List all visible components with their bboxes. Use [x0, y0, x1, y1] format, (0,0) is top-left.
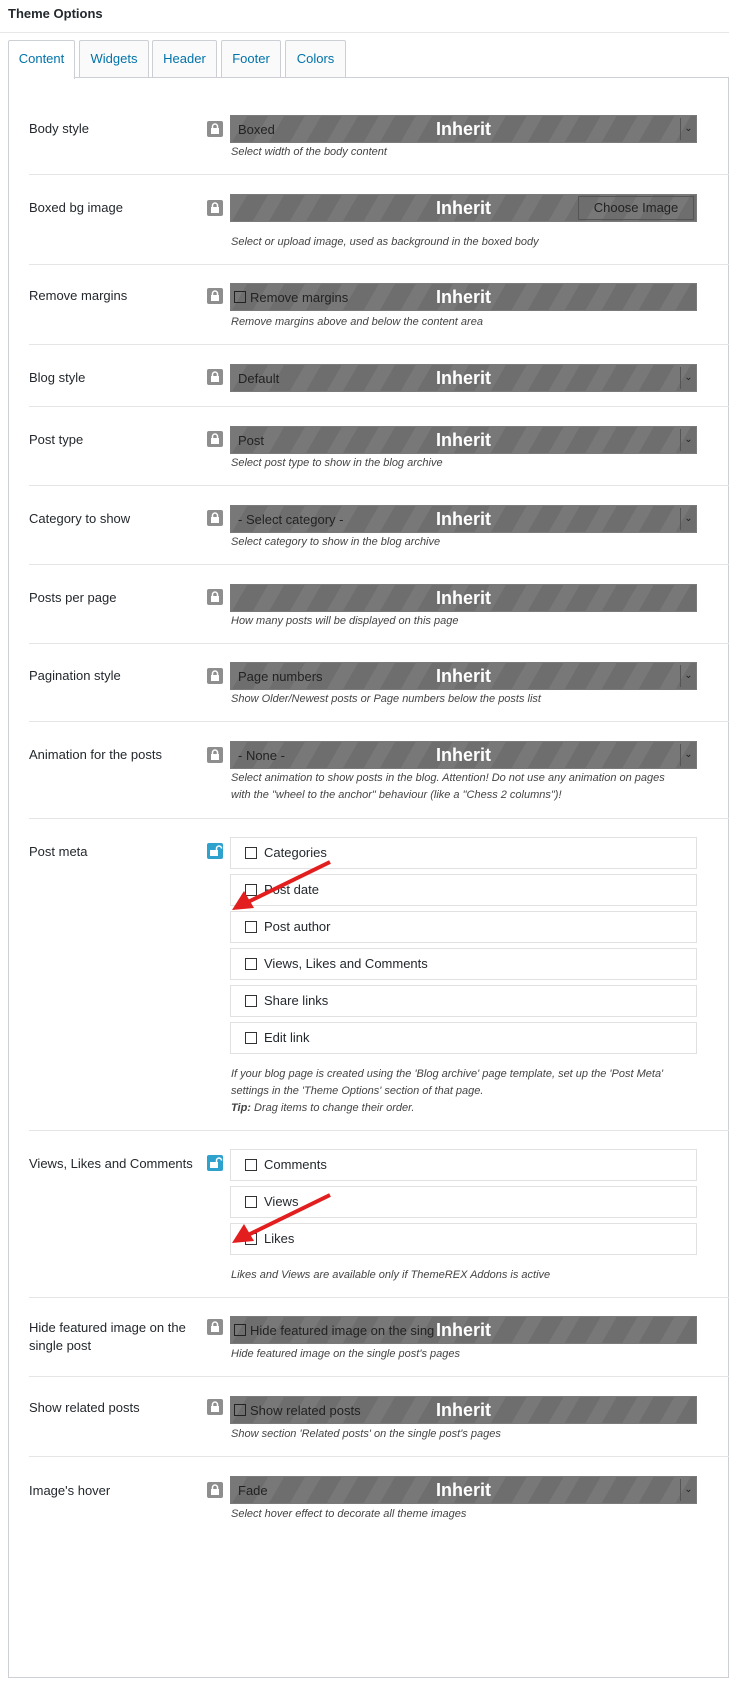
animation-select[interactable] [230, 741, 697, 769]
checkbox[interactable] [245, 1159, 257, 1171]
row-divider [29, 1376, 729, 1377]
animation-desc-line2: with the "wheel to the anchor" behaviour (like a "Chess 2 columns")! [231, 789, 562, 801]
row-divider [29, 264, 729, 265]
counters-item-label: Likes [264, 1231, 295, 1246]
lock-icon[interactable] [207, 1399, 223, 1415]
inherit-overlay[interactable]: Inherit [435, 745, 491, 765]
counters-desc: Likes and Views are available only if ThemeREX Addons is active [231, 1269, 551, 1281]
post-meta-item-label: Views, Likes and Comments [264, 956, 428, 971]
body-style-select[interactable] [230, 115, 697, 143]
post-meta-desc-line2: settings in the 'Theme Options' section of that page. [231, 1085, 484, 1097]
post-meta-item[interactable] [230, 948, 697, 980]
row-divider [29, 406, 729, 407]
hover-select[interactable] [230, 1476, 697, 1504]
pagination-label: Pagination style [29, 668, 121, 683]
lock-icon[interactable] [207, 1482, 223, 1498]
remove-margins-label: Remove margins [29, 288, 128, 303]
animation-desc-line1: Select animation to show posts in the blog. Attention! Do not use any animation on pages [231, 772, 665, 784]
inherit-overlay[interactable]: Inherit [435, 1400, 491, 1420]
inherit-overlay[interactable]: Inherit [435, 287, 491, 307]
hide-featured-field[interactable] [230, 1316, 697, 1344]
inherit-overlay[interactable]: Inherit [435, 509, 491, 529]
hide-featured-label-line1: Hide featured image on the [29, 1320, 186, 1335]
pagination-desc: Show Older/Newest posts or Page numbers below the posts list [231, 693, 541, 705]
tab-widgets[interactable]: Widgets [79, 40, 149, 78]
chevron-down-icon: ⌄ [680, 744, 696, 766]
row-divider [29, 564, 729, 565]
chevron-down-icon: ⌄ [680, 665, 696, 687]
category-value: - Select category - [238, 512, 344, 527]
row-divider [29, 485, 729, 486]
checkbox[interactable] [245, 1032, 257, 1044]
options-panel [8, 77, 729, 1678]
choose-image-button[interactable]: Choose Image [578, 196, 694, 220]
animation-label: Animation for the posts [29, 747, 162, 762]
post-meta-item-label: Post date [264, 882, 319, 897]
inherit-overlay[interactable]: Inherit [435, 1480, 491, 1500]
checkbox[interactable] [245, 995, 257, 1007]
arrow-icon [226, 1191, 338, 1247]
blog-style-label: Blog style [29, 370, 86, 385]
hide-featured-label-line2: single post [29, 1338, 92, 1353]
posts-per-page-desc: How many posts will be displayed on this page [231, 615, 459, 627]
tab-colors[interactable]: Colors [285, 40, 346, 78]
pagination-value: Page numbers [238, 669, 323, 684]
tab-header[interactable]: Header [152, 40, 217, 78]
inherit-overlay[interactable]: Inherit [435, 588, 491, 608]
page-title: Theme Options [8, 6, 103, 21]
blog-style-value: Default [238, 371, 280, 386]
hover-desc: Select hover effect to decorate all theme images [231, 1508, 467, 1520]
lock-icon[interactable] [207, 431, 223, 447]
tab-footer[interactable]: Footer [221, 40, 281, 78]
chevron-down-icon: ⌄ [680, 508, 696, 530]
post-meta-item[interactable] [230, 911, 697, 943]
inherit-overlay[interactable]: Inherit [435, 368, 491, 388]
unlock-icon[interactable] [207, 843, 223, 859]
remove-margins-desc: Remove margins above and below the content area [231, 316, 483, 328]
tab-content[interactable]: Content [8, 40, 75, 79]
checkbox[interactable] [245, 921, 257, 933]
related-desc: Show section 'Related posts' on the single post's pages [231, 1428, 501, 1440]
pagination-select[interactable] [230, 662, 697, 690]
row-divider [29, 721, 729, 722]
checkbox[interactable] [245, 958, 257, 970]
inherit-overlay[interactable]: Inherit [435, 198, 491, 218]
lock-icon[interactable] [207, 668, 223, 684]
lock-icon[interactable] [207, 1319, 223, 1335]
body-style-label: Body style [29, 121, 89, 136]
posts-per-page-label: Posts per page [29, 590, 117, 605]
animation-value: - None - [238, 748, 285, 763]
category-label: Category to show [29, 511, 131, 526]
category-desc: Select category to show in the blog archive [231, 536, 441, 548]
row-divider [29, 1456, 729, 1457]
post-type-label: Post type [29, 432, 84, 447]
remove-margins-checkbox-label: Remove margins [250, 290, 349, 305]
inherit-overlay[interactable]: Inherit [435, 119, 491, 139]
row-divider [29, 174, 729, 175]
post-type-desc: Select post type to show in the blog archive [231, 457, 443, 469]
related-field[interactable] [230, 1396, 697, 1424]
counters-item-label: Views [264, 1194, 299, 1209]
chevron-down-icon: ⌄ [680, 367, 696, 389]
tip-text: Drag items to change their order. [254, 1102, 415, 1114]
chevron-down-icon: ⌄ [680, 118, 696, 140]
post-type-select[interactable] [230, 426, 697, 454]
post-meta-item-label: Post author [264, 919, 331, 934]
post-meta-item[interactable] [230, 985, 697, 1017]
row-divider [29, 643, 729, 644]
counters-label: Views, Likes and Comments [29, 1156, 193, 1171]
boxed-bg-field[interactable] [230, 194, 697, 222]
hover-value: Fade [238, 1483, 268, 1498]
post-meta-item-label: Edit link [264, 1030, 310, 1045]
category-select[interactable] [230, 505, 697, 533]
animation-desc [231, 770, 691, 804]
body-style-desc: Select width of the body content [231, 146, 387, 158]
counters-item-label: Comments [264, 1157, 327, 1172]
arrow-icon [226, 858, 338, 914]
inherit-overlay[interactable]: Inherit [435, 1320, 491, 1340]
tip-label: Tip: [231, 1102, 251, 1114]
post-meta-item-label: Share links [264, 993, 329, 1008]
post-type-value: Post [238, 433, 265, 448]
lock-icon[interactable] [207, 121, 223, 137]
unlock-icon[interactable] [207, 1155, 223, 1171]
hover-label: Image's hover [29, 1483, 111, 1498]
lock-icon[interactable] [207, 510, 223, 526]
row-divider [29, 344, 729, 345]
boxed-bg-label: Boxed bg image [29, 200, 123, 215]
inherit-overlay[interactable]: Inherit [435, 666, 491, 686]
row-divider [29, 1297, 729, 1298]
lock-icon[interactable] [207, 200, 223, 216]
row-divider [29, 818, 729, 819]
lock-icon[interactable] [207, 747, 223, 763]
boxed-bg-desc: Select or upload image, used as background in the boxed body [231, 236, 539, 248]
related-checkbox-label: Show related posts [250, 1403, 361, 1418]
hide-featured-desc: Hide featured image on the single post's pages [231, 1348, 460, 1360]
counters-item[interactable] [230, 1149, 697, 1181]
divider [0, 32, 729, 33]
body-style-value: Boxed [238, 122, 275, 137]
hide-featured-checkbox-label: Hide featured image on the sing [250, 1323, 435, 1338]
related-label: Show related posts [29, 1400, 140, 1415]
post-meta-desc [231, 1066, 691, 1117]
posts-per-page-input[interactable] [230, 584, 697, 612]
hide-featured-label [29, 1319, 204, 1355]
post-meta-item[interactable] [230, 1022, 697, 1054]
lock-icon[interactable] [207, 589, 223, 605]
lock-icon[interactable] [207, 369, 223, 385]
post-meta-desc-line1: If your blog page is created using the 'Blog archive' page template, set up the 'Post Meta' [231, 1068, 664, 1080]
lock-icon[interactable] [207, 288, 223, 304]
post-meta-item-label: Categories [264, 845, 327, 860]
post-meta-label: Post meta [29, 844, 88, 859]
remove-margins-field[interactable] [230, 283, 697, 311]
inherit-overlay[interactable]: Inherit [435, 430, 491, 450]
chevron-down-icon: ⌄ [680, 1479, 696, 1501]
row-divider [29, 1130, 729, 1131]
post-meta-tip [231, 1100, 691, 1117]
chevron-down-icon: ⌄ [680, 429, 696, 451]
blog-style-select[interactable] [230, 364, 697, 392]
